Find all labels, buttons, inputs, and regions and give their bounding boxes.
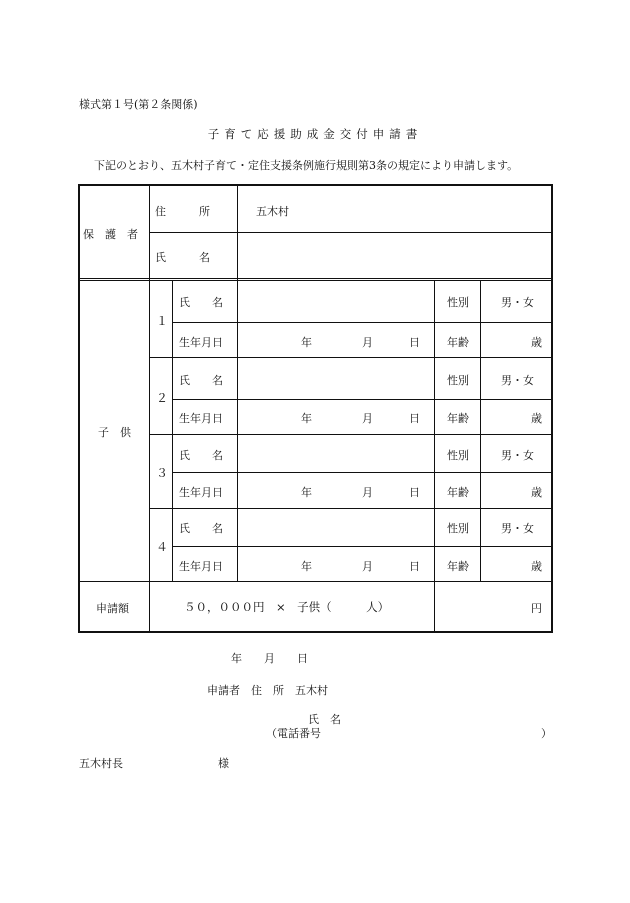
age-unit: 歳 [531,560,542,573]
address-field[interactable]: 五木村 [256,205,289,218]
children-section-label: 子 供 [98,426,131,439]
row-divider [150,232,553,233]
gender-select[interactable]: 男・女 [501,522,534,535]
child-number: ２ [156,391,169,405]
section-divider [80,280,553,281]
month-label: 月 [362,412,373,425]
row-divider [172,546,553,547]
day-label: 日 [409,560,420,573]
applicant-name-label: 氏 名 [308,713,341,726]
section-divider [80,278,553,279]
row-divider [80,581,553,582]
child-number: ３ [156,466,169,480]
amount-formula: ５０，０００円 × 子供（ 人） [184,600,390,614]
form-number: 様式第１号(第２条関係) [79,98,198,111]
birthdate-label: 生年月日 [179,336,223,349]
column-divider [237,186,238,280]
year-label: 年 [301,560,312,573]
guardian-section-label: 保 護 者 [83,228,138,241]
column-divider [172,280,173,581]
honorific: 様 [218,757,229,770]
column-divider [434,280,435,633]
row-divider [172,322,553,323]
year-label: 年 [301,486,312,499]
gender-select[interactable]: 男・女 [501,296,534,309]
column-divider [480,280,481,581]
child-number: １ [156,314,169,328]
age-label: 年齢 [447,560,469,573]
guardian-name-label: 氏 名 [155,251,210,264]
guardian-name-field[interactable] [256,249,546,265]
amount-label: 申請額 [96,602,129,615]
age-unit: 歳 [531,412,542,425]
day-label: 日 [409,336,420,349]
child-number: ４ [156,540,169,554]
column-divider [149,186,150,633]
addressee: 五木村長 [79,757,123,770]
day-label: 日 [409,486,420,499]
application-date[interactable]: 年 月 日 [231,652,308,665]
age-unit: 歳 [531,336,542,349]
column-divider [237,280,238,581]
birthdate-label: 生年月日 [179,486,223,499]
child-name-label: 氏 名 [179,522,223,535]
child-name-label: 氏 名 [179,449,223,462]
amount-unit: 円 [531,602,542,615]
intro-text: 下記のとおり、五木村子育て・定住支援条例施行規則第3条の規定により申請します。 [94,159,519,172]
row-divider [150,508,553,509]
year-label: 年 [301,336,312,349]
birthdate-label: 生年月日 [179,412,223,425]
row-divider [150,357,553,358]
age-label: 年齢 [447,486,469,499]
gender-select[interactable]: 男・女 [501,374,534,387]
row-divider [150,434,553,435]
age-unit: 歳 [531,486,542,499]
gender-label: 性別 [447,522,469,535]
day-label: 日 [409,412,420,425]
child-name-label: 氏 名 [179,374,223,387]
gender-select[interactable]: 男・女 [501,449,534,462]
phone-number[interactable]: （電話番号 ） [266,727,552,740]
gender-label: 性別 [447,296,469,309]
application-form-table [78,184,553,633]
child-name-label: 氏 名 [179,296,223,309]
month-label: 月 [362,486,373,499]
row-divider [172,399,553,400]
gender-label: 性別 [447,449,469,462]
age-label: 年齢 [447,412,469,425]
document-title: 子育て応援助成金交付申請書 [207,127,423,141]
applicant-address: 申請者 住 所 五木村 [207,684,328,697]
age-label: 年齢 [447,336,469,349]
month-label: 月 [362,560,373,573]
birthdate-label: 生年月日 [179,560,223,573]
month-label: 月 [362,336,373,349]
row-divider [172,472,553,473]
address-label: 住 所 [155,205,210,218]
year-label: 年 [301,412,312,425]
gender-label: 性別 [447,374,469,387]
